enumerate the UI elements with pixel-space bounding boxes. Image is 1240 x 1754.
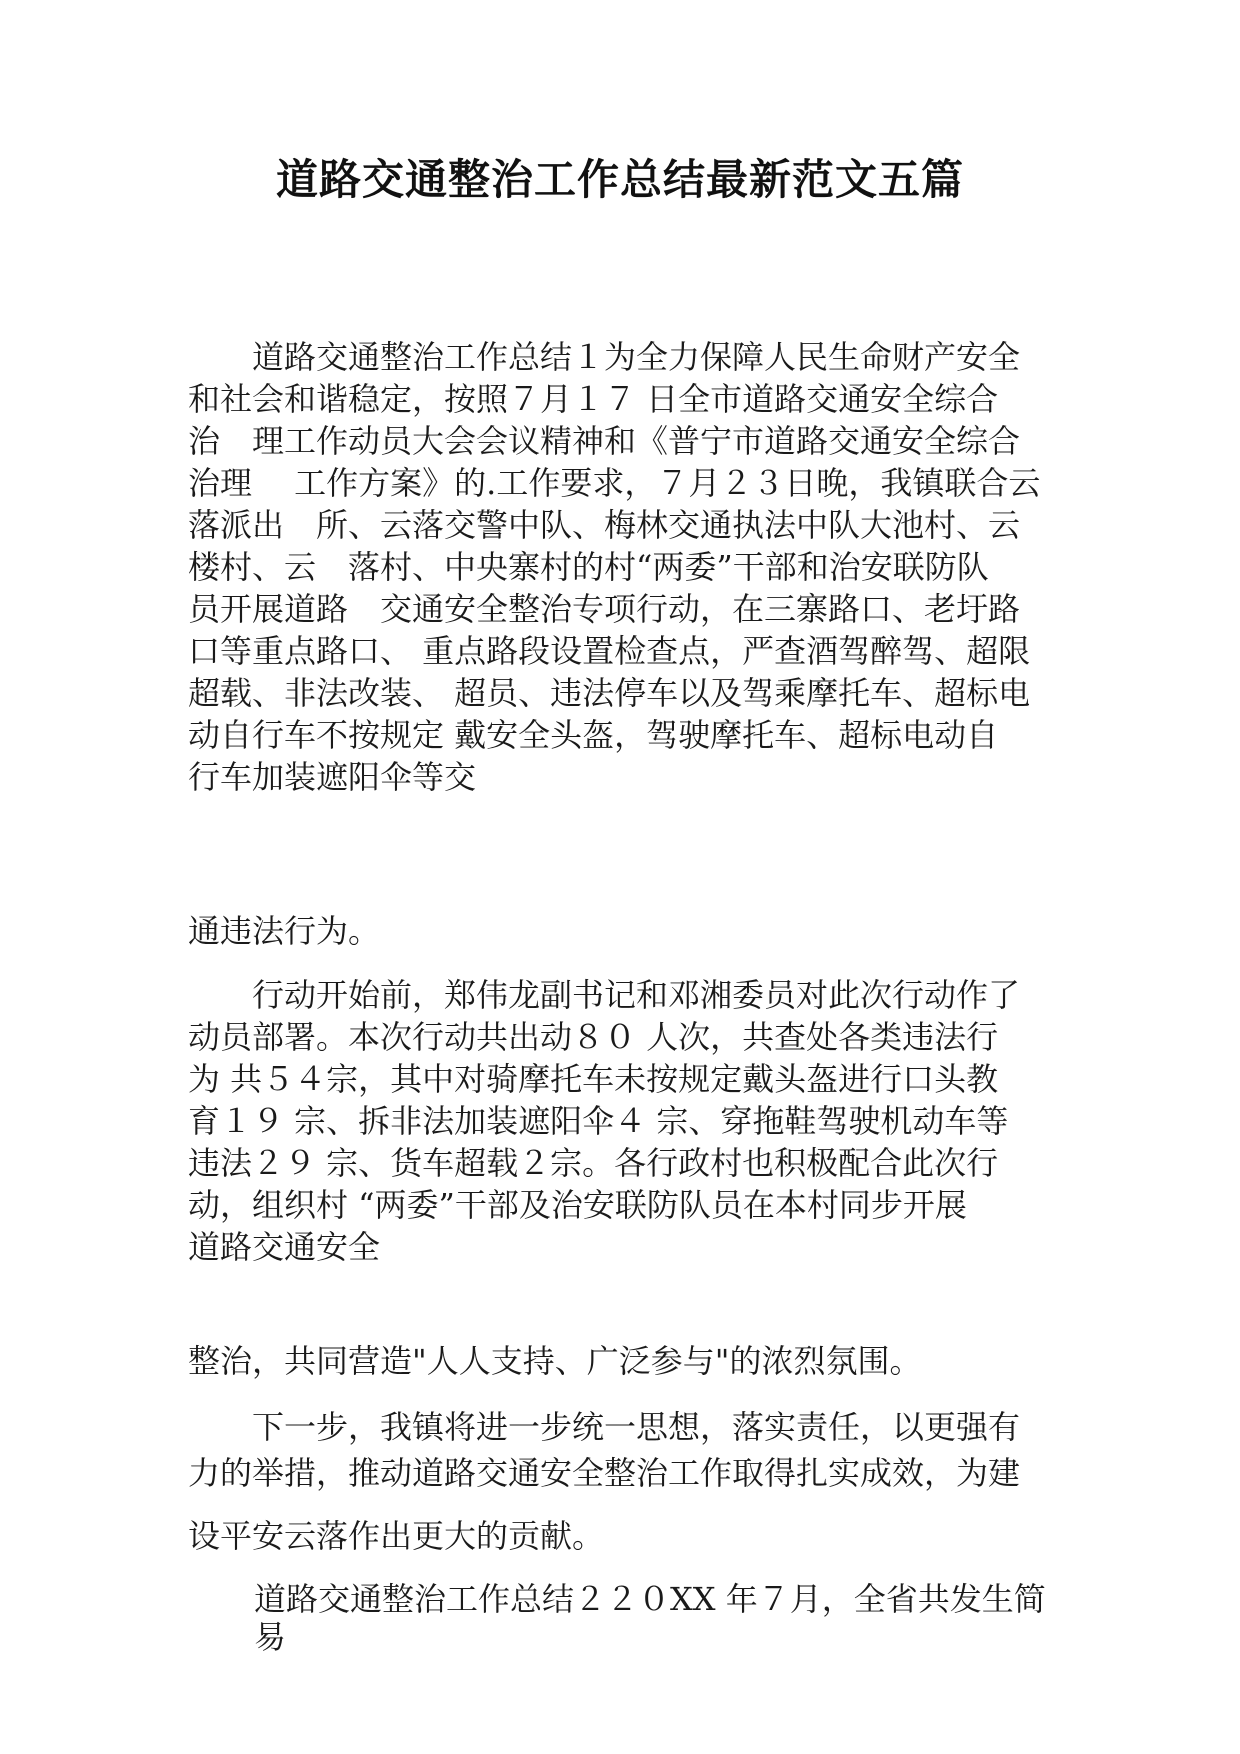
paragraph-1-continuation: 通违法行为。 [188,912,381,950]
paragraph-2-continuation: 整治，共同营造"人人支持、广泛参与"的浓烈氛围。 [188,1342,922,1380]
paragraph-4: 道路交通整治工作总结２２０XX 年７月，全省共发生简 易 [254,1580,1046,1656]
paragraph-2: 行动开始前，郑伟龙副书记和邓湘委员对此次行动作了 动员部署。本次行动共出动８０ 人次，共查处各类违法行 为 共５４宗，其中对骑摩托车未按规定戴头盔进行口头教 育１９ 宗、拆非法加装遮阳伞４ 宗、穿拖鞋驾驶机动车等 违法２９ 宗、货车超载２宗。各行政村也积极配合此次行 动，组织村 “两委”干部及治安联防队员在本村同步开展 道路交通安全 [188,976,1021,1266]
paragraph-1: 道路交通整治工作总结１为全力保障人民生命财产安全 和社会和谐稳定，按照７月１７ 日全市道路交通安全综合 治 理工作动员大会会议精神和《普宁市道路交通安全综合 治理 工作方案》的.工作要求，７月２３日晚，我镇联合云 落派出 所、云落交警中队、梅林交通执法中队大池村、云 楼村、云 落村、中央寨村的村“两委”干部和治安联防队 员开展道路 交通安全整治专项行动，在三寨路口、老圩路 口等重点路口、 重点路段设置检查点，严查酒驾醉驾、超限 超载、非法改装、 超员、违法停车以及驾乘摩托车、超标电 动自行车不按规定 戴安全头盔，驾驶摩托车、超标电动自 行车加装遮阳伞等交 [188,338,1041,796]
paragraph-3-continuation: 设平安云落作出更大的贡献。 [188,1517,605,1555]
paragraph-3: 下一步，我镇将进一步统一思想，落实责任，以更强有 力的举措，推动道路交通安全整治工作取得扎实成效，为建 [188,1408,1021,1492]
page-title: 道路交通整治工作总结最新范文五篇 [275,155,964,204]
